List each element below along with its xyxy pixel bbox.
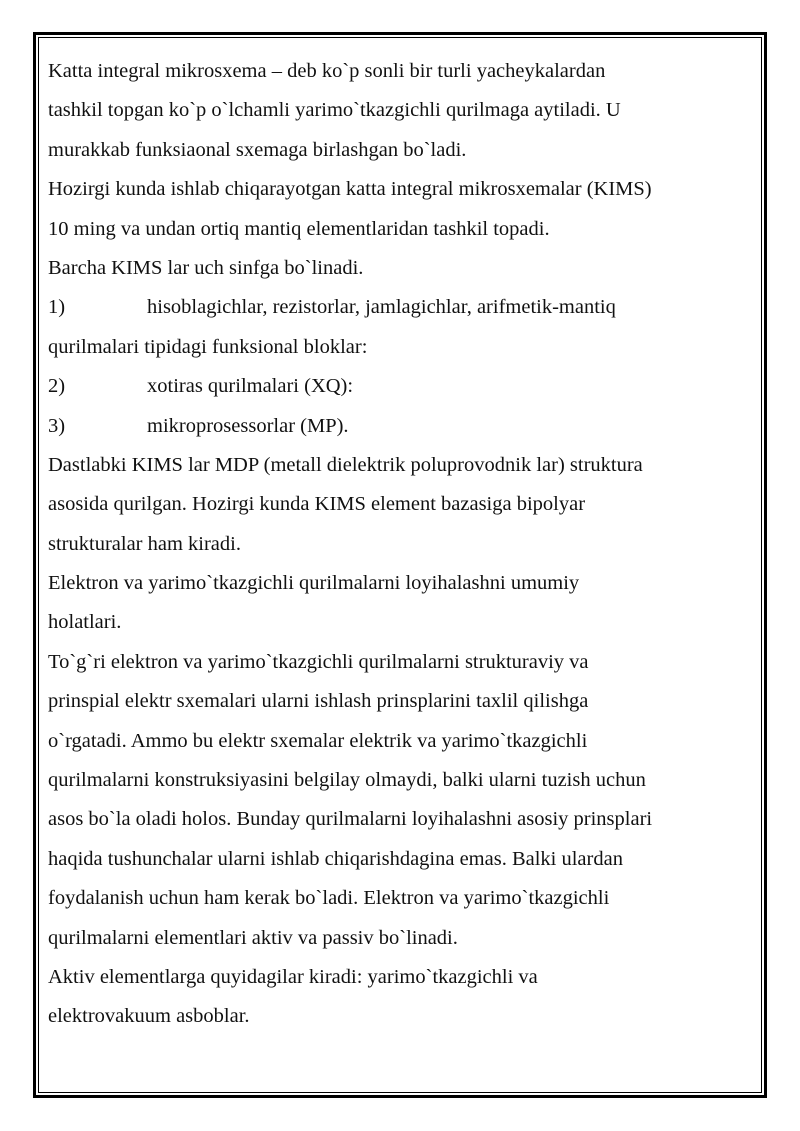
text-line: foydalanish uchun ham kerak bo`ladi. Elektron va yarimo`tkazgichli <box>48 887 610 910</box>
text-line: o`rgatadi. Ammo bu elektr sxemalar elektrik va yarimo`tkazgichli <box>48 729 588 752</box>
list-item-number: 3) <box>48 414 66 437</box>
text-line: Katta integral mikrosxema – deb ko`p sonli bir turli yacheykalardan <box>48 60 606 82</box>
text-line: asos bo`la oladi holos. Bunday qurilmalarni loyihalashni asosiy prinsplari <box>48 808 653 831</box>
text-line: Barcha KIMS lar uch sinfga bo`linadi. <box>48 256 364 279</box>
text-line: Hozirgi kunda ishlab chiqarayotgan katta integral mikrosxemalar (KIMS) <box>48 178 652 201</box>
text-line: holatlari. <box>48 611 122 634</box>
text-line: 10 ming va undan ortiq mantiq elementlaridan tashkil topadi. <box>48 217 550 240</box>
document-body <box>48 52 748 1037</box>
list-item-text: mikroprosessorlar (MP). <box>147 414 349 437</box>
list-item <box>48 288 748 327</box>
text-line: qurilmalarni elementlari aktiv va passiv bo`linadi. <box>48 926 458 949</box>
list-item-number: 2) <box>48 375 66 398</box>
text-line: Elektron va yarimo`tkazgichli qurilmalarni loyihalashni umumiy <box>48 572 580 595</box>
text-line: haqida tushunchalar ularni ishlab chiqarishdagina emas. Balki ulardan <box>48 847 623 870</box>
text-line: strukturalar ham kiradi. <box>48 532 241 555</box>
list-item-text: hisoblagichlar, rezistorlar, jamlagichlar, arifmetik-mantiq <box>147 296 616 319</box>
text-line: tashkil topgan ko`p o`lchamli yarimo`tkazgichli qurilmaga aytiladi. U <box>48 99 621 122</box>
text-line: qurilmalarni konstruksiyasini belgilay olmaydi, balki ularni tuzish uchun <box>48 769 646 792</box>
list-item-text: xotiras qurilmalari (XQ): <box>147 375 354 398</box>
text-line: Dastlabki KIMS lar MDP (metall dielektrik poluprovodnik lar) struktura <box>48 453 643 476</box>
list-item-number: 1) <box>48 296 66 319</box>
text-line: prinspial elektr sxemalari ularni ishlash prinsplarini taxlil qilishga <box>48 690 589 713</box>
list-item-continuation: qurilmalari tipidagi funksional bloklar: <box>48 335 368 358</box>
text-line: To`g`ri elektron va yarimo`tkazgichli qurilmalarni strukturaviy va <box>48 650 589 673</box>
text-line: murakkab funksiaonal sxemaga birlashgan bo`ladi. <box>48 138 467 161</box>
text-line: elektrovakuum asboblar. <box>48 1005 250 1028</box>
text-line: Aktiv elementlarga quyidagilar kiradi: yarimo`tkazgichli va <box>48 965 538 988</box>
text-line: asosida qurilgan. Hozirgi kunda KIMS element bazasiga bipolyar <box>48 493 586 516</box>
list-item <box>48 407 748 446</box>
list-item <box>48 367 748 406</box>
